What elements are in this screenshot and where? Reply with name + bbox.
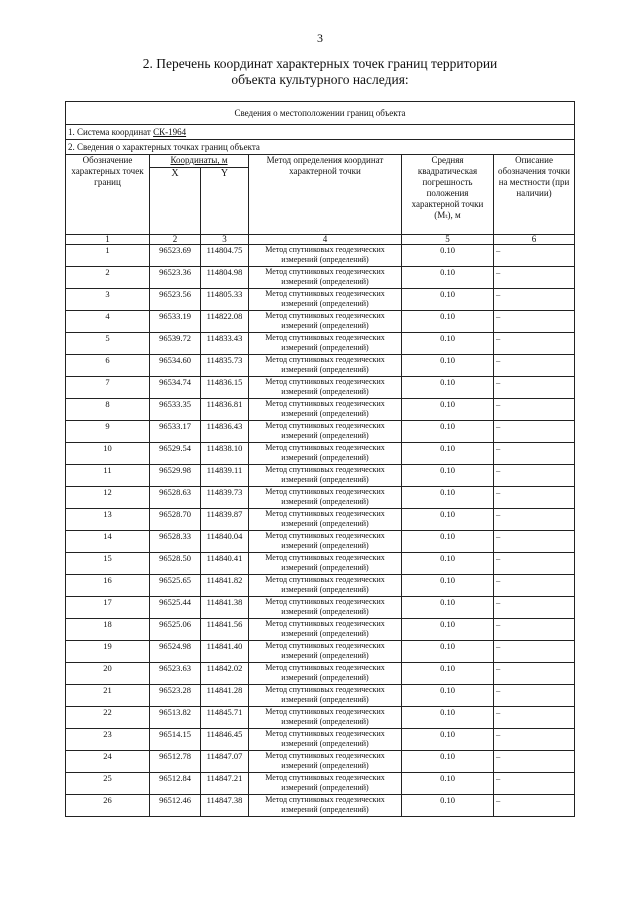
description-cell: – [494,377,575,399]
method-cell: Метод спутниковых геодезических измерений (определений) [249,311,402,333]
point-number: 4 [66,311,150,333]
x-coordinate: 96525.06 [150,619,201,641]
table-row [66,267,575,289]
description-cell: – [494,465,575,487]
method-cell: Метод спутниковых геодезических измерений (определений) [249,465,402,487]
method-cell: Метод спутниковых геодезических измерений (определений) [249,355,402,377]
description-cell: – [494,685,575,707]
table-row [66,707,575,729]
table-row [66,685,575,707]
method-cell: Метод спутниковых геодезических измерений (определений) [249,377,402,399]
error-cell: 0.10 [402,663,494,685]
x-coordinate: 96528.50 [150,553,201,575]
y-coordinate: 114845.71 [201,707,249,729]
x-coordinate: 96523.63 [150,663,201,685]
y-coordinate: 114836.15 [201,377,249,399]
method-cell: Метод спутниковых геодезических измерений (определений) [249,795,402,817]
y-coordinate: 114804.98 [201,267,249,289]
table-row [66,773,575,795]
error-cell: 0.10 [402,729,494,751]
point-number: 7 [66,377,150,399]
point-number: 3 [66,289,150,311]
y-coordinate: 114840.04 [201,531,249,553]
method-cell: Метод спутниковых геодезических измерений (определений) [249,289,402,311]
table-row [66,553,575,575]
header-row-1 [66,155,575,168]
header-y: Y [201,168,249,235]
method-cell: Метод спутниковых геодезических измерений (определений) [249,773,402,795]
coord-system-cell [66,125,575,140]
method-cell: Метод спутниковых геодезических измерений (определений) [249,751,402,773]
header-point: Обозначение характерных точек границ [66,155,150,235]
method-cell: Метод спутниковых геодезических измерений (определений) [249,333,402,355]
method-cell: Метод спутниковых геодезических измерений (определений) [249,597,402,619]
y-coordinate: 114841.40 [201,641,249,663]
description-cell: – [494,729,575,751]
point-number: 12 [66,487,150,509]
x-coordinate: 96528.70 [150,509,201,531]
table-row [66,663,575,685]
x-coordinate: 96523.28 [150,685,201,707]
table-row [66,421,575,443]
x-coordinate: 96533.35 [150,399,201,421]
method-cell: Метод спутниковых геодезических измерений (определений) [249,641,402,663]
table-row [66,377,575,399]
x-coordinate: 96513.82 [150,707,201,729]
description-cell: – [494,267,575,289]
error-cell: 0.10 [402,575,494,597]
method-cell: Метод спутниковых геодезических измерений (определений) [249,707,402,729]
y-coordinate: 114841.38 [201,597,249,619]
x-coordinate: 96523.69 [150,245,201,267]
column-number: 6 [494,235,575,245]
point-number: 1 [66,245,150,267]
description-cell: – [494,575,575,597]
error-cell: 0.10 [402,289,494,311]
description-cell: – [494,795,575,817]
description-cell: – [494,597,575,619]
coord-system-label: 1. Система координат [68,127,154,137]
point-number: 2 [66,267,150,289]
title-line-1: 2. Перечень координат характерных точек границ территории [142,56,498,71]
description-cell: – [494,663,575,685]
description-cell: – [494,531,575,553]
point-number: 11 [66,465,150,487]
table-row [66,289,575,311]
title-line-2: объекта культурного наследия: [231,72,409,87]
column-number: 2 [150,235,201,245]
y-coordinate: 114805.33 [201,289,249,311]
point-number: 19 [66,641,150,663]
x-coordinate: 96523.36 [150,267,201,289]
y-coordinate: 114835.73 [201,355,249,377]
column-number: 1 [66,235,150,245]
method-cell: Метод спутниковых геодезических измерений (определений) [249,443,402,465]
x-coordinate: 96523.56 [150,289,201,311]
point-number: 13 [66,509,150,531]
method-cell: Метод спутниковых геодезических измерений (определений) [249,399,402,421]
header-coords: Координаты, м [150,155,249,168]
table-row [66,245,575,267]
x-coordinate: 96534.74 [150,377,201,399]
error-cell: 0.10 [402,333,494,355]
method-cell: Метод спутниковых геодезических измерений (определений) [249,685,402,707]
table-row [66,333,575,355]
table-row [66,509,575,531]
x-coordinate: 96528.63 [150,487,201,509]
method-cell: Метод спутниковых геодезических измерений (определений) [249,729,402,751]
table-row [66,641,575,663]
description-cell: – [494,641,575,663]
description-cell: – [494,773,575,795]
column-number: 5 [402,235,494,245]
method-cell: Метод спутниковых геодезических измерений (определений) [249,575,402,597]
description-cell: – [494,245,575,267]
description-cell: – [494,553,575,575]
method-cell: Метод спутниковых геодезических измерений (определений) [249,487,402,509]
method-cell: Метод спутниковых геодезических измерений (определений) [249,531,402,553]
point-number: 10 [66,443,150,465]
description-cell: – [494,619,575,641]
header-error: Средняя квадратическая погрешность положения характерной точки (Mₜ), м [402,155,494,235]
table-row [66,575,575,597]
point-number: 6 [66,355,150,377]
description-cell: – [494,751,575,773]
error-cell: 0.10 [402,531,494,553]
y-coordinate: 114846.45 [201,729,249,751]
method-cell: Метод спутниковых геодезических измерений (определений) [249,663,402,685]
column-number: 3 [201,235,249,245]
table-row [66,355,575,377]
description-cell: – [494,399,575,421]
description-cell: – [494,421,575,443]
error-cell: 0.10 [402,751,494,773]
x-coordinate: 96534.60 [150,355,201,377]
error-cell: 0.10 [402,421,494,443]
y-coordinate: 114836.43 [201,421,249,443]
x-coordinate: 96533.19 [150,311,201,333]
y-coordinate: 114833.43 [201,333,249,355]
method-cell: Метод спутниковых геодезических измерений (определений) [249,509,402,531]
x-coordinate: 96514.15 [150,729,201,751]
error-cell: 0.10 [402,267,494,289]
table-row [66,487,575,509]
section-title-row [66,102,575,125]
x-coordinate: 96524.98 [150,641,201,663]
x-coordinate: 96512.46 [150,795,201,817]
x-coordinate: 96525.44 [150,597,201,619]
section-title: Сведения о местоположении границ объекта [66,102,575,125]
error-cell: 0.10 [402,773,494,795]
x-coordinate: 96525.65 [150,575,201,597]
point-number: 21 [66,685,150,707]
point-number: 18 [66,619,150,641]
error-cell: 0.10 [402,399,494,421]
table-row [66,311,575,333]
point-number: 14 [66,531,150,553]
point-number: 16 [66,575,150,597]
error-cell: 0.10 [402,245,494,267]
x-coordinate: 96533.17 [150,421,201,443]
coordinates-table [65,101,575,817]
page-number: 3 [317,31,323,45]
header-description: Описание обозначения точки на местности (при наличии) [494,155,575,235]
method-cell: Метод спутниковых геодезических измерений (определений) [249,619,402,641]
y-coordinate: 114841.56 [201,619,249,641]
point-number: 9 [66,421,150,443]
error-cell: 0.10 [402,487,494,509]
y-coordinate: 114847.21 [201,773,249,795]
y-coordinate: 114822.08 [201,311,249,333]
point-number: 8 [66,399,150,421]
y-coordinate: 114839.73 [201,487,249,509]
y-coordinate: 114841.82 [201,575,249,597]
coord-system-value: СК-1964 [153,127,187,137]
point-number: 20 [66,663,150,685]
error-cell: 0.10 [402,465,494,487]
description-cell: – [494,333,575,355]
page-title [0,56,640,88]
error-cell: 0.10 [402,443,494,465]
error-cell: 0.10 [402,641,494,663]
point-number: 17 [66,597,150,619]
point-number: 26 [66,795,150,817]
point-number: 5 [66,333,150,355]
table-row [66,531,575,553]
description-cell: – [494,487,575,509]
error-cell: 0.10 [402,311,494,333]
error-cell: 0.10 [402,685,494,707]
y-coordinate: 114839.87 [201,509,249,531]
point-number: 24 [66,751,150,773]
description-cell: – [494,707,575,729]
table-row [66,619,575,641]
y-coordinate: 114840.41 [201,553,249,575]
x-coordinate: 96539.72 [150,333,201,355]
x-coordinate: 96528.33 [150,531,201,553]
method-cell: Метод спутниковых геодезических измерений (определений) [249,553,402,575]
method-cell: Метод спутниковых геодезических измерений (определений) [249,267,402,289]
point-number: 23 [66,729,150,751]
y-coordinate: 114836.81 [201,399,249,421]
description-cell: – [494,289,575,311]
y-coordinate: 114847.07 [201,751,249,773]
y-coordinate: 114842.02 [201,663,249,685]
column-number: 4 [249,235,402,245]
point-number: 22 [66,707,150,729]
error-cell: 0.10 [402,619,494,641]
table-row [66,597,575,619]
table-row [66,465,575,487]
x-coordinate: 96529.54 [150,443,201,465]
description-cell: – [494,443,575,465]
error-cell: 0.10 [402,377,494,399]
error-cell: 0.10 [402,509,494,531]
column-numbers-row [66,235,575,245]
x-coordinate: 96512.84 [150,773,201,795]
x-coordinate: 96529.98 [150,465,201,487]
error-cell: 0.10 [402,553,494,575]
coord-system-row [66,125,575,140]
method-cell: Метод спутниковых геодезических измерений (определений) [249,421,402,443]
error-cell: 0.10 [402,707,494,729]
table-row [66,443,575,465]
error-cell: 0.10 [402,795,494,817]
error-cell: 0.10 [402,597,494,619]
points-section-row [66,140,575,155]
table-row [66,729,575,751]
y-coordinate: 114847.38 [201,795,249,817]
x-coordinate: 96512.78 [150,751,201,773]
description-cell: – [494,355,575,377]
y-coordinate: 114804.75 [201,245,249,267]
points-section-label: 2. Сведения о характерных точках границ объекта [66,140,575,155]
table-row [66,751,575,773]
point-number: 25 [66,773,150,795]
header-x: X [150,168,201,235]
point-number: 15 [66,553,150,575]
description-cell: – [494,311,575,333]
y-coordinate: 114841.28 [201,685,249,707]
header-method: Метод определения координат характерной точки [249,155,402,235]
error-cell: 0.10 [402,355,494,377]
description-cell: – [494,509,575,531]
method-cell: Метод спутниковых геодезических измерений (определений) [249,245,402,267]
y-coordinate: 114838.10 [201,443,249,465]
table-row [66,399,575,421]
table-row [66,795,575,817]
y-coordinate: 114839.11 [201,465,249,487]
